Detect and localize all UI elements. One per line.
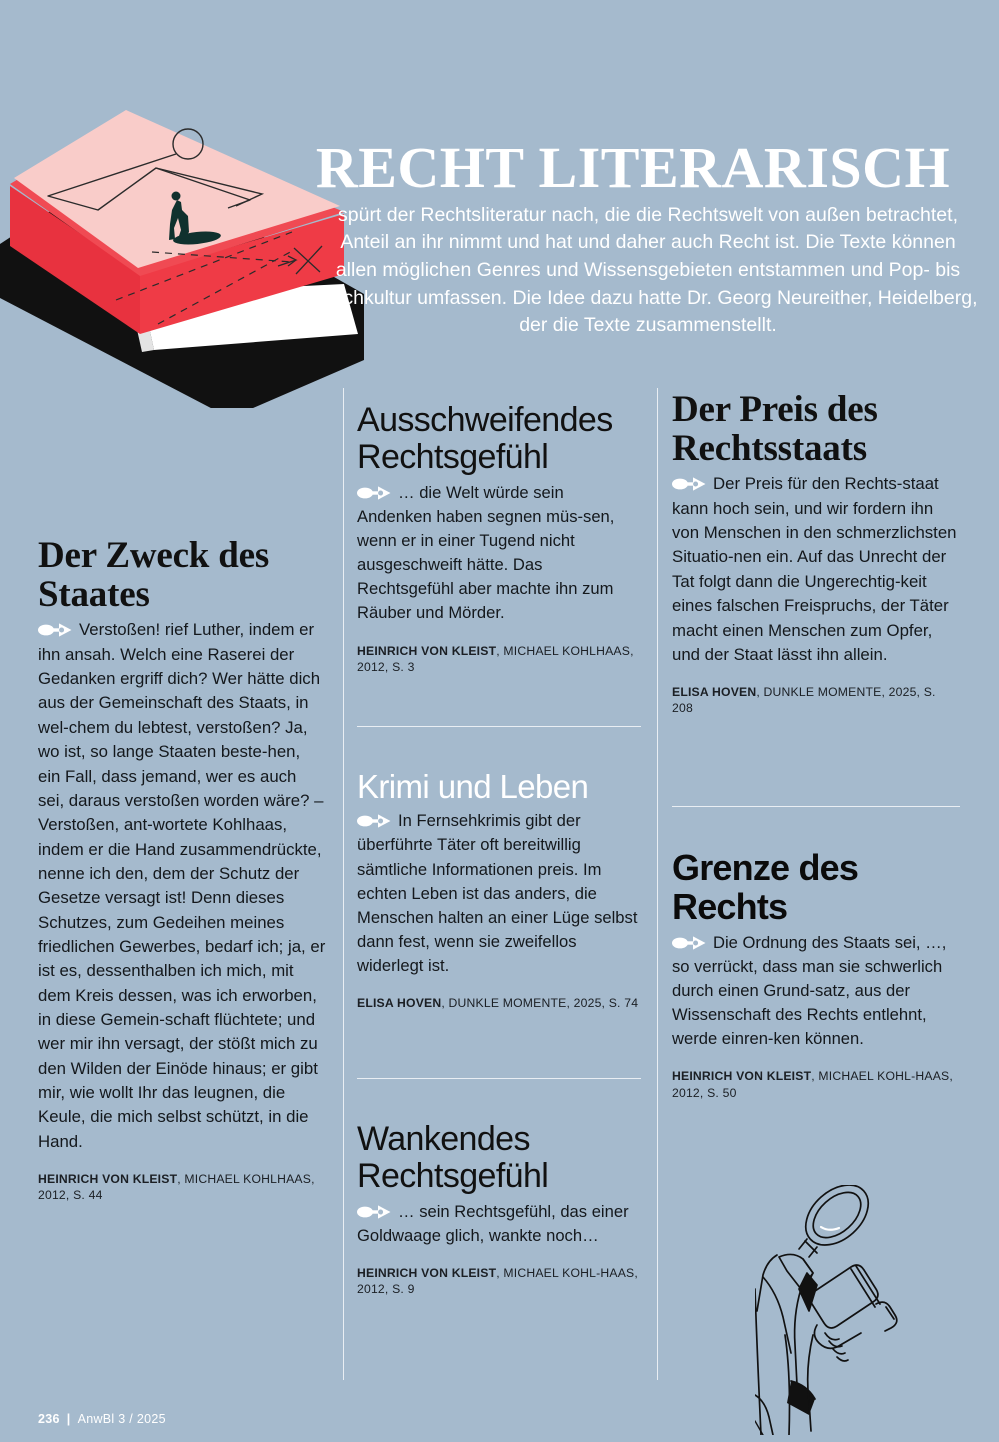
article-attribution [357,1265,641,1297]
article-wankendes-rechtsgefuehl [357,1078,641,1309]
article-krimi-und-leben [357,726,641,1024]
article-body [357,809,641,978]
key-bullet-icon [357,814,391,828]
article-body [672,472,960,667]
key-bullet-icon [357,1205,391,1219]
section-divider [357,726,641,727]
intro-text: spürt der Rechtsliteratur nach, die die Rechtswelt von außen betrachtet, Anteil an ihr nimmt und hat und daher auch Recht ist. Die Texte können allen möglichen Genres und Wissensgebieten entstammen und Pop- bis Hochkultur umfassen. Die Idee dazu hatte Dr. Georg Neureither, Heidelberg, der die Texte zusammenstellt. [318,203,978,337]
masthead [0,0,999,360]
attribution-author: HEINRICH VON KLEIST [672,1069,812,1084]
article-heading: Der Preis des Rechtsstaats [672,389,878,470]
column-1 [38,388,326,1383]
article-der-preis-des-rechtsstaats [672,390,960,729]
article-attribution [672,684,960,716]
attribution-author: HEINRICH VON KLEIST [357,643,497,658]
article-attribution [357,643,641,675]
column-2 [357,388,641,1383]
attribution-rest: , MICHAEL KOHL-HAAS, 2012, S. 9 [357,1266,638,1297]
page-title: RECHT LITERARISCH [315,134,951,200]
article-grenze-des-rechts [672,806,960,1113]
attribution-author: ELISA HOVEN [672,685,757,700]
footer-publication: AnwBl 3 / 2025 [77,1412,166,1426]
article-ausschweifendes-rechtsgefuehl [357,402,641,687]
column-divider-1 [343,388,344,1380]
attribution-rest: , DUNKLE MOMENTE, 2025, S. 74 [441,996,639,1011]
article-heading: Wankendes Rechtsgefühl [357,1120,549,1196]
key-bullet-icon [672,477,706,491]
section-divider [357,1078,641,1079]
article-body [38,618,326,1154]
article-attribution [357,995,641,1011]
article-der-zweck-des-staates [38,536,326,1215]
article-body-text: Der Preis für den Rechts-staat kann hoch sein, und wir fordern ihn von Menschen in den schmerzlichsten Situatio-nen ein. Auf das Unrecht der Tat folgt dann die Ungerechtig-keit eines falschen Freispruchs, der Täter macht einen Menschen zum Opfer, und der Staat lässt ihn allein. [672,474,957,664]
article-heading: Der Zweck des Staates [38,535,270,616]
page-footer [38,1412,166,1426]
column-divider-2 [657,388,658,1380]
key-bullet-icon [357,486,391,500]
article-body [672,931,960,1052]
attribution-author: HEINRICH VON KLEIST [357,1266,497,1281]
article-heading: Krimi und Leben [357,768,589,805]
attribution-author: HEINRICH VON KLEIST [38,1172,178,1186]
attribution-rest: , MICHAEL KOHL-HAAS, 2012, S. 50 [672,1069,953,1100]
article-attribution [672,1068,960,1100]
person-with-magnifying-glass-illustration [755,1185,990,1435]
key-bullet-icon [672,936,706,950]
footer-separator: | [66,1412,71,1426]
attribution-author: ELISA HOVEN [357,996,442,1011]
section-divider [672,806,960,807]
article-body-text: Die Ordnung des Staats sei, …, so verrückt, dass man sie schwerlich durch einen Grund-satz, aus der Wissenschaft des Rechts entlehnt, werde einren-ken können. [672,932,947,1049]
attribution-rest: , MICHAEL KOHLHAAS, 2012, S. 44 [38,1172,315,1203]
article-body-text: In Fernsehkrimis gibt der überführte Täter oft bereitwillig sämtliche Informationen preis. Im echten Leben ist das anders, die Menschen halten an einer Lüge selbst dann fest, wenn sie zweifellos widerlegt ist. [357,811,638,976]
article-body-text: … die Welt würde sein Andenken haben segnen müs-sen, wenn er in einer Tugend nicht ausgeschweift hätte. Das Rechtsgefühl aber machte ihn zum Räuber und Mörder. [357,482,615,623]
article-body [357,1200,641,1248]
article-attribution [38,1171,326,1203]
key-bullet-icon [38,623,72,637]
footer-page-number: 236 [38,1412,60,1426]
article-heading: Ausschweifendes Rechtsgefühl [357,401,613,477]
article-body [357,481,641,626]
article-heading: Grenze des Rechts [672,847,859,927]
article-body-text: … sein Rechtsgefühl, das einer Goldwaage glich, wankte noch… [357,1201,629,1245]
attribution-rest: , MICHAEL KOHLHAAS, 2012, S. 3 [357,643,634,674]
attribution-rest: , DUNKLE MOMENTE, 2025, S. 208 [672,685,936,716]
article-body-text: Verstoßen! rief Luther, indem er ihn ansah. Welch eine Raserei der Gedanken ergriff dich? Wer hätte dich aus der Gemeinschaft des Staats, in wel-chem du lebtest, verstoßen? Ja, wo ist, so lange Staaten beste-hen, ein Fall, dass jemand, wer es auch sei, daraus verstoßen worden wäre? – Verstoßen, ant-wortete Kohlhaas, indem er die Hand zusammendrückte, nenne ich den, dem der Schutz der Gesetze versagt ist! Denn dieses Schutzes, zum Gedeihen meines friedlichen Gewerbes, bedarf ich; ja, er ist es, dessenthalben ich mich, mit dem Kreis dessen, was ich erworben, in diese Gemein-schaft flüchtete; und wer mir ihn versagt, der stößt mich zu den Wilden der Einöde hinaus; er gibt mir, wie wollt Ihr das leugnen, die Keule, die mich selbst schützt, in die Hand. [38,620,326,1151]
